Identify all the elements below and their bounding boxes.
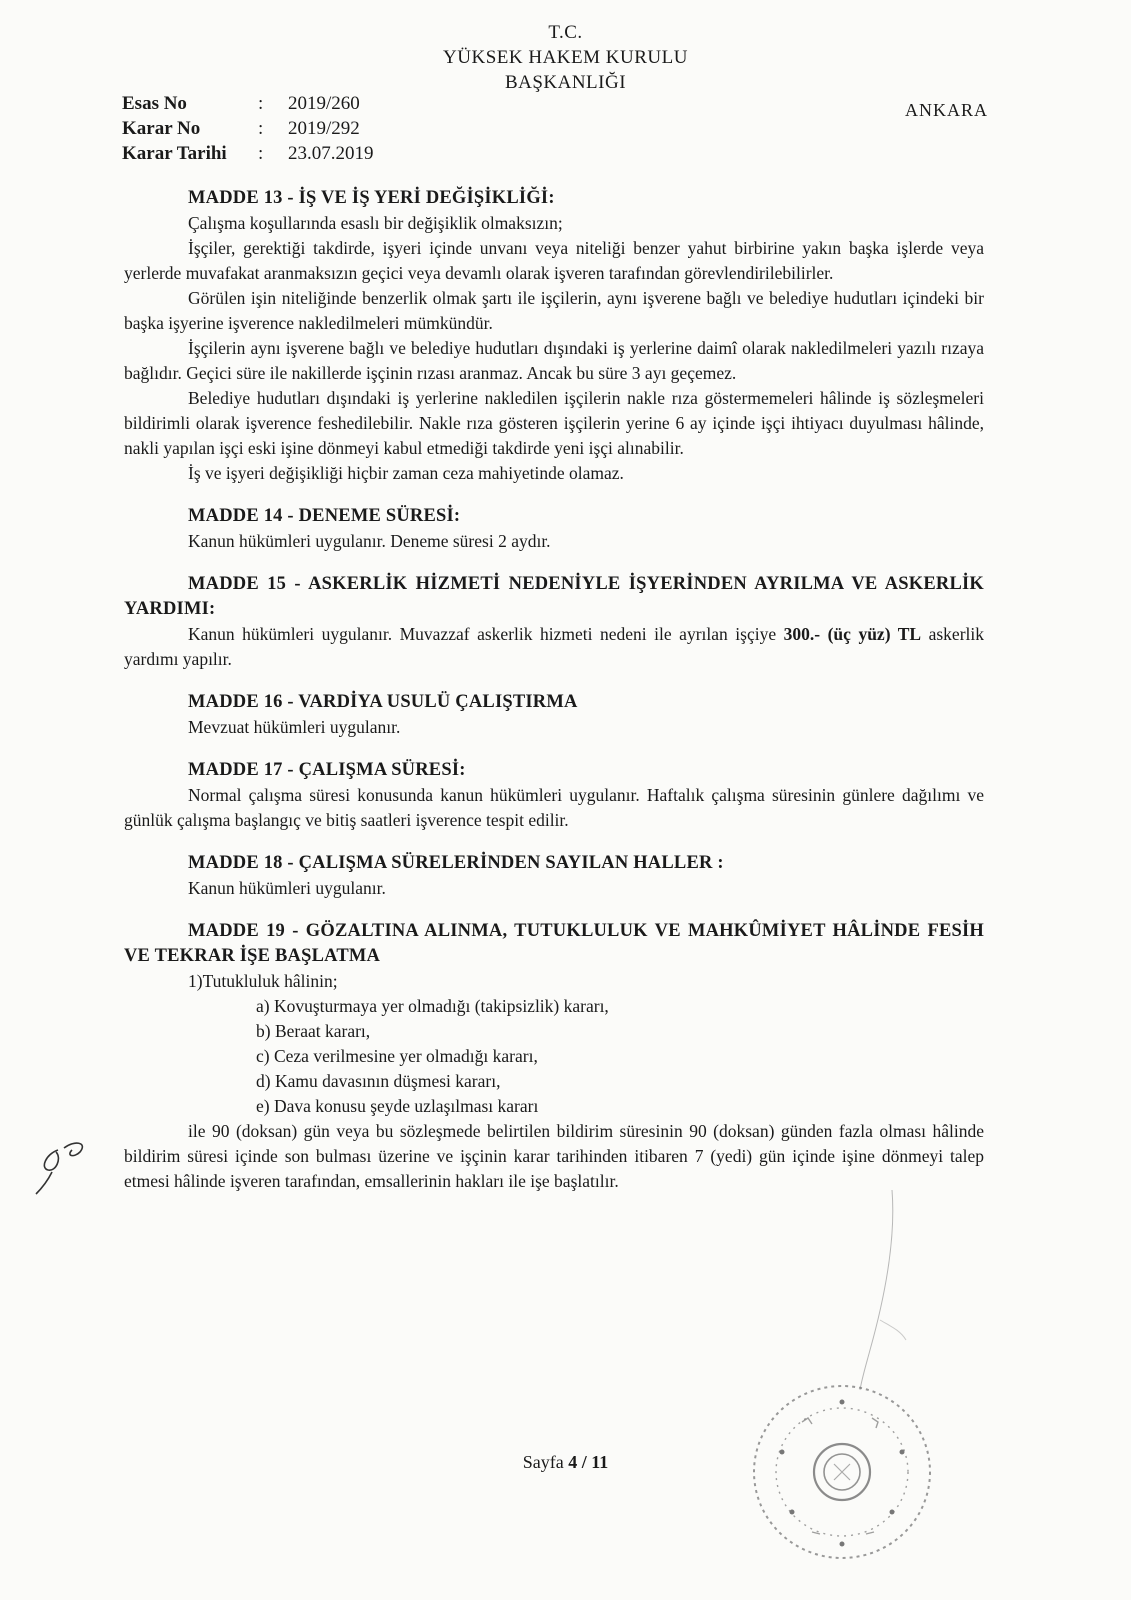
meta-row-tarih: [122, 141, 374, 166]
article-15-amount: 300.- (üç yüz) TL: [783, 624, 922, 644]
article-18-title: MADDE 18 - ÇALIŞMA SÜRELERİNDEN SAYILAN HALLER :: [188, 853, 724, 873]
list-item: d) Kamu davasının düşmesi kararı,: [256, 1071, 501, 1091]
meta-sep: :: [258, 143, 264, 164]
article-13-paragraph: Çalışma koşullarında esaslı bir değişiklik olmaksızın;: [188, 213, 563, 233]
article-16-paragraph: Mevzuat hükümleri uygulanır.: [188, 717, 401, 737]
meta-key: Karar Tarihi: [122, 143, 227, 164]
meta-value: 2019/260: [288, 93, 360, 114]
article-17-title: MADDE 17 - ÇALIŞMA SÜRESİ:: [188, 760, 466, 780]
article-13-paragraph: Görülen işin niteliğinde benzerlik olmak şartı ile işçilerin, aynı işverene bağlı ve belediye hudutları içindeki bir başka işyerine işverence nakledilmeleri mümkündür.: [124, 288, 984, 333]
meta-row-esas: [122, 91, 374, 116]
list-item: e) Dava konusu şeyde uzlaşılması kararı: [256, 1096, 539, 1116]
article-19-title: MADDE 19 - GÖZALTINA ALINMA, TUTUKLULUK VE MAHKÛMİYET HÂLİNDE FESİH VE TEKRAR İŞE BAŞLATMA: [124, 921, 984, 966]
article-15-paragraph: [124, 622, 984, 672]
header-institution: YÜKSEK HAKEM KURULU: [443, 47, 688, 68]
header-city: ANKARA: [905, 100, 989, 120]
handwritten-initials: [28, 1120, 98, 1200]
list-item: b) Beraat kararı,: [256, 1021, 371, 1041]
article-19-paragraph: 1)Tutukluluk hâlinin;: [188, 971, 338, 991]
article-14-paragraph: Kanun hükümleri uygulanır. Deneme süresi 2 aydır.: [188, 531, 551, 551]
page-count: 4 / 11: [568, 1452, 609, 1472]
article-13-paragraph: İş ve işyeri değişikliği hiçbir zaman ceza mahiyetinde olamaz.: [188, 463, 624, 483]
article-16-title: MADDE 16 - VARDİYA USULÜ ÇALIŞTIRMA: [188, 692, 578, 712]
header-presidency: BAŞKANLIĞI: [504, 72, 627, 93]
case-meta: [122, 91, 374, 166]
article-13-paragraph: İşçilerin aynı işverene bağlı ve belediye hudutları dışındaki iş yerlerine daimî olarak nakledilmeleri yazılı rızaya bağlıdır. Geçici süre ile nakillerde işçinin rızası aranmaz. Ancak bu süre 3 ayı geçemez.: [124, 338, 984, 383]
list-item: a) Kovuşturmaya yer olmadığı (takipsizlik) kararı,: [256, 996, 609, 1016]
page-label: Sayfa: [522, 1452, 569, 1472]
pen-stroke-mark: [840, 1180, 910, 1400]
meta-sep: :: [258, 93, 264, 114]
meta-key: Karar No: [122, 118, 201, 139]
article-14-title: MADDE 14 - DENEME SÜRESİ:: [188, 506, 461, 526]
document-body: [124, 186, 984, 1194]
article-15-text: askerlik yardımı yapılır.: [124, 624, 984, 669]
meta-value: 23.07.2019: [288, 143, 374, 164]
article-17-paragraph: Normal çalışma süresi konusunda kanun hükümleri uygulanır. Haftalık çalışma süresinin günlere dağılımı ve günlük çalışma başlangıç ve bitiş saatleri işverence tespit edilir.: [124, 785, 984, 830]
article-19-paragraph: ile 90 (doksan) gün veya bu sözleşmede belirtilen bildirim süresinin 90 (doksan) günden fazla olması hâlinde bildirim süresi içinde son bulması üzerine ve işçinin karar tarihinden itibaren 7 (yedi) gün içinde işine dönmeyi talep etmesi hâlinde işveren tarafından, emsallerinin hakları ile işe başlatılır.: [124, 1121, 984, 1191]
article-13-title: MADDE 13 - İŞ VE İŞ YERİ DEĞİŞİKLİĞİ:: [188, 188, 555, 208]
meta-value: 2019/292: [288, 118, 360, 139]
list-item: c) Ceza verilmesine yer olmadığı kararı,: [256, 1046, 538, 1066]
article-13-paragraph: İşçiler, gerektiği takdirde, işyeri içinde unvanı veya niteliği benzer yahut birbirine yakın başka işlerde veya yerlerde muvafakat aranmaksızın geçici veya devamlı olarak işveren tarafından görevlendirilebilirler.: [124, 238, 984, 283]
meta-row-karar: [122, 116, 374, 141]
article-13-paragraph: Belediye hudutları dışındaki iş yerlerine nakledilen işçilerin nakle rıza göstermemeleri hâlinde iş sözleşmeleri bildirimli olarak işverence feshedilebilir. Nakle rıza gösteren işçilerin yerine 6 ay içinde işçi ihtiyacı duyulması hâlinde, nakli yapılan işçi eski işine dönmeyi kabul etmediği takdirde yeni işçi alınabilir.: [124, 388, 984, 458]
article-18-paragraph: Kanun hükümleri uygulanır.: [188, 878, 386, 898]
page-number: [0, 1452, 1131, 1473]
article-15-text: Kanun hükümleri uygulanır. Muvazzaf askerlik hizmeti nedeni ile ayrılan işçiye: [188, 624, 784, 644]
meta-key: Esas No: [122, 93, 187, 114]
meta-sep: :: [258, 118, 264, 139]
header-tc: T.C.: [548, 22, 583, 43]
article-15-title: MADDE 15 - ASKERLİK HİZMETİ NEDENİYLE İŞYERİNDEN AYRILMA VE ASKERLİK YARDIMI:: [124, 574, 984, 619]
